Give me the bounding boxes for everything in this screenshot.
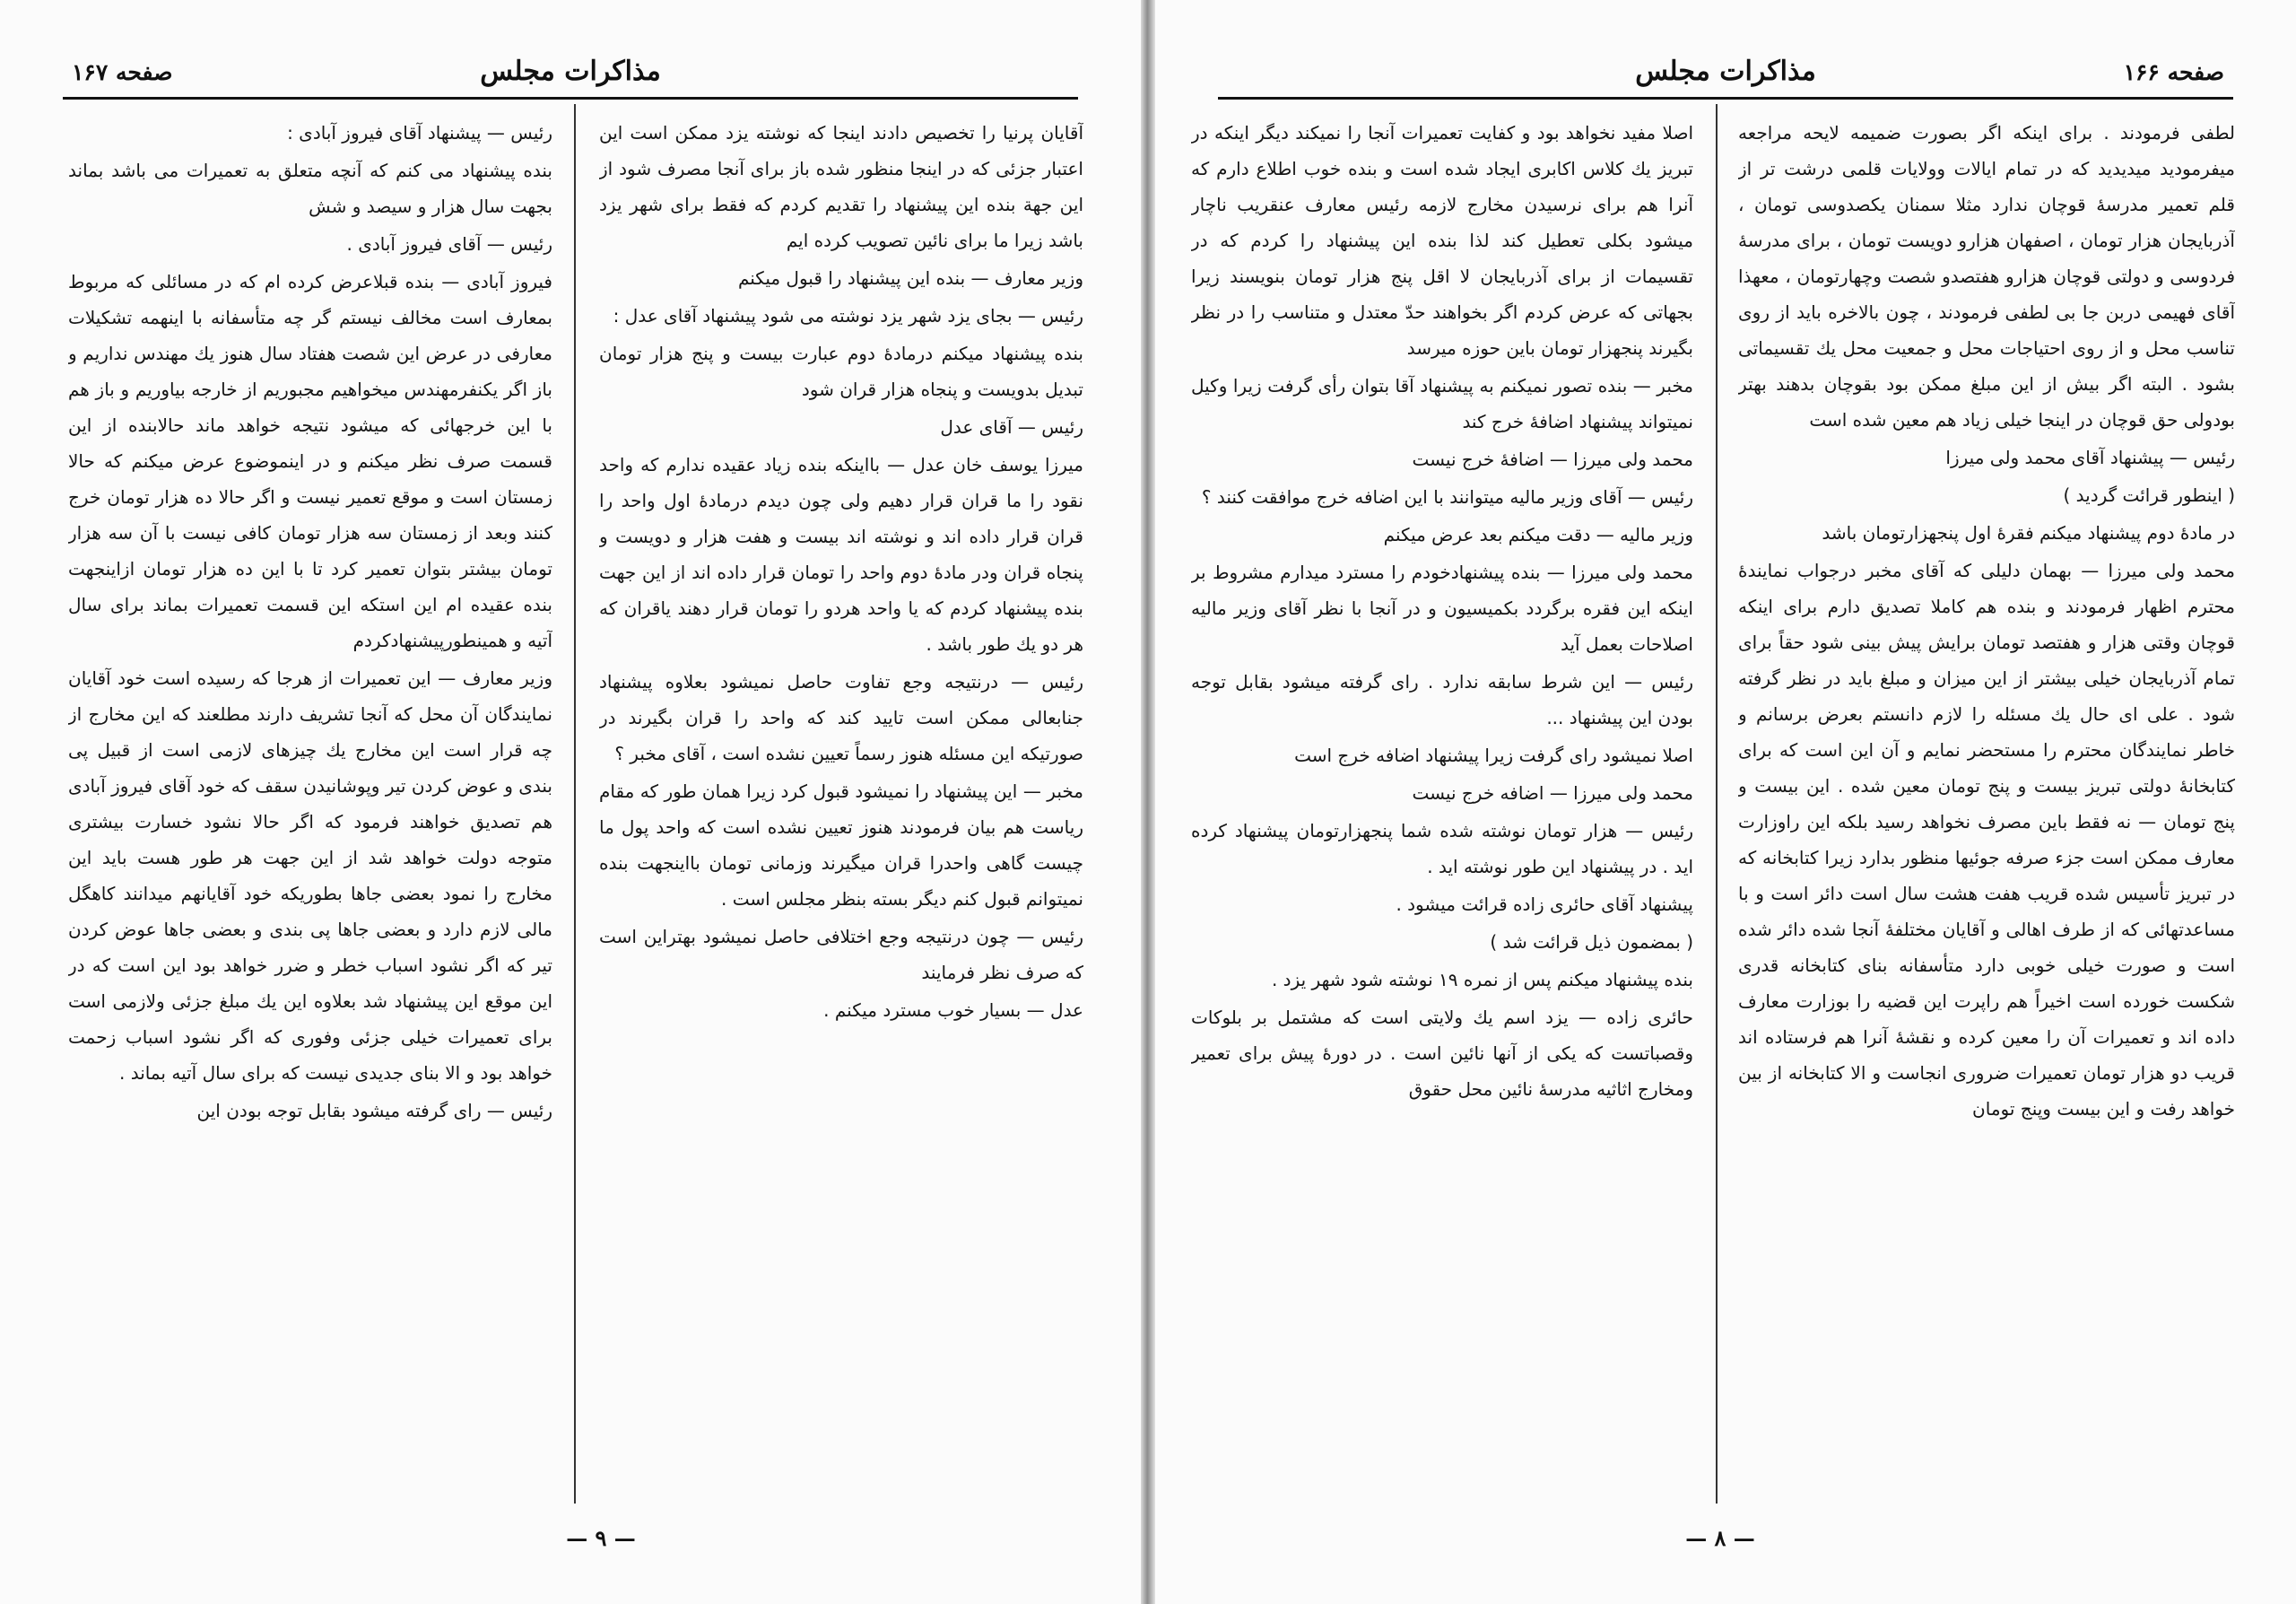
page-header: [1218, 56, 2233, 95]
running-title: مذاکرات مجلس: [480, 56, 661, 87]
page-number: صفحه ۱۶۷: [72, 59, 173, 85]
book-gutter: [1141, 0, 1155, 1604]
paragraph: محمد ولی میرزا — اضافهٔ خرج نیست: [1412, 449, 1693, 470]
paragraph: حائری زاده — یزد اسم یك ولایتی است که مشتمل بر بلوکات وقصباتست که یکی از آنها نائین است . در دورهٔ پیش برای تعمیر ومخارج اثاثیه مدرسهٔ نائین محل حقوق: [1191, 1007, 1693, 1100]
paragraph: لطفی فرمودند . برای اینکه اگر بصورت ضمیمه لایحه مراجعه میفرمودید میدیدید که در تمام ایالات وولایات قلمی درشت تر از قلم تعمیر مدرسهٔ قوچان ندارد مثلا سمنان یکصدوسی تومان ، آذربایجان هزار تومان ، اصفهان هزارو دویست تومان ، برای مدرسهٔ فردوسی و دولتی قوچان هزارو هفتصدو شصت وچهارتومان ، معهذا آقای فهیمی دربن جا بی لطفی فرمودند ، چون بالاخره باید از روی تناسب محل و از روی احتیاجات محل و جمعیت محل یك تقسیماتی بشود . البته اگر بیش از این مبلغ ممکن بود بقوچان بدهند بهتر بودولی حق قوچان در اینجا خیلی زیاد هم معین شده است: [1738, 122, 2235, 431]
paragraph: در مادهٔ دوم پیشنهاد میکنم فقرهٔ اول پنجهزارتومان باشد: [1822, 522, 2235, 544]
paragraph: رئیس — بجای یزد شهر یزد نوشته می شود پیشنهاد آقای عدل :: [613, 305, 1083, 327]
paragraph: رئیس — این شرط سابقه ندارد . رای گرفته میشود بقابل توجه بودن این پیشنهاد ...: [1191, 671, 1693, 728]
paragraph: مخبر — بنده تصور نمیکنم به پیشنهاد آقا بتوان رأی گرفت زیرا وکیل نمیتواند پیشنهاد اضافهٔ خرج کند: [1191, 375, 1693, 432]
running-title: مذاکرات مجلس: [1635, 56, 1816, 87]
paragraph: محمد ولی میرزا — اضافه خرج نیست: [1412, 782, 1693, 804]
paragraph: رئیس — آقای عدل: [940, 416, 1083, 438]
paragraph: میرزا یوسف خان عدل — بااینکه بنده زیاد عقیده ندارم که واحد نقود را ما قران قرار دهیم ولی چون دیدم درمادهٔ اول واحد را قران قرار داده اند و نوشته اند بیست و هفت هزار و دویست و پنجاه قران ودر مادهٔ دوم واحد را تومان قرار داده اند از این جهت بنده پیشنهاد کردم که یا واحد هردو را تومان قرار دهند یاقران که هر دو یك طور باشد .: [599, 454, 1083, 655]
paragraph: رئیس — آقای وزیر مالیه میتوانند با این اضافه خرج موافقت کنند ؟: [1201, 486, 1693, 508]
paragraph: بنده پیشنهاد می کنم که آنچه متعلق به تعمیرات می باشد بماند بجهت سال هزار و سیصد و شش: [68, 160, 552, 217]
paragraph: رئیس — آقای فیروز آبادی .: [346, 233, 552, 255]
text-column-right: [599, 115, 1083, 1514]
paragraph: اصلا مفید نخواهد بود و کفایت تعمیرات آنجا را نمیکند دیگر اینکه در تبریز یك کلاس اکابری ایجاد شده است و بنده خوب اطلاع دارم که آنرا هم برای نرسیدن مخارج لازمه رئیس معارف عنقریب ناچار میشود بکلی تعطیل کند لذا بنده این پیشنهاد را کردم که در تقسیمات از برای آذربایجان لا اقل پنج هزار تومان بنویسند زیرا بجهاتی که عرض کردم اگر بخواهند حدّ معتدل و متناسب را در نظر بگیرند پنجهزار تومان باین حوزه میرسد: [1191, 122, 1693, 359]
paragraph: مخبر — این پیشنهاد را نمیشود قبول کرد زیرا همان طور که مقام ریاست هم بیان فرمودند هنوز تعیین نشده است که واحد پول ما چیست گاهی واحدرا قران میگیرند وزمانی تومان بااینجهت بنده نمیتوانم قبول کنم دیگر بسته بنظر مجلس است .: [599, 780, 1083, 910]
paragraph: محمد ولی میرزا — بنده پیشنهادخودم را مسترد میدارم مشروط بر اینکه این فقره برگردد بکمیسیون و در آنجا با نظر آقای وزیر مالیه اصلاحات بعمل آید: [1191, 562, 1693, 655]
paragraph: بنده پیشنهاد میکنم پس از نمره ۱۹ نوشته شود شهر یزد .: [1271, 969, 1693, 990]
paragraph: رئیس — پیشنهاد آقای محمد ولی میرزا: [1945, 447, 2235, 468]
column-divider: [1716, 104, 1718, 1504]
paragraph: آقایان پرنیا را تخصیص دادند اینجا که نوشته یزد ممکن است این اعتبار جزئی که در اینجا منظور شده باز برای آنجا مصرف شود از این جهة بنده این پیشنهاد را تقدیم کردم که فقط برای شهر یزد باشد زیرا ما برای نائین تصویب کرده ایم: [599, 122, 1083, 251]
paragraph: رئیس — پیشنهاد آقای فیروز آبادی :: [287, 122, 552, 144]
paragraph: محمد ولی میرزا — بهمان دلیلی که آقای مخبر درجواب نمایندهٔ محترم اظهار فرمودند و بنده هم کاملا تصدیق دارم برای اینکه قوچان وقتی هزار و هفتصد تومان برایش پیش بینی شود حقاً برای تمام آذربایجان خیلی بیشتر از این میزان و مبلغ باید در نظر گرفته شود . علی ای حال یك مسئله را لازم دانستم بعرض برسانم و خاطر نمایندگان محترم را مستحضر نمایم و آن این است که برای کتابخانهٔ دولتی تبریز بیست و پنج تومان معین شده . این بیست و پنج تومان — نه فقط باین مصرف نخواهد رسید بلکه این راوزارت معارف ممکن است جزء صرفه جوئیها منظور بدارد زیرا کتابخانه که در تبریز تأسیس شده قریب هفت هشت سال است دائر است و با مساعدتهائی که از طرف اهالی و آقایان مختلفهٔ آنجا شده دائر شده است و صورت خیلی خوبی دارد متأسفانه بنای کتابخانه قدری شکست خورده است اخیراً هم راپرت این قضیه را بوزارت معارف داده اند و تعمیرات آن را معین کرده و نقشهٔ آنرا هم فرستاده اند قریب دو هزار تومان تعمیرات ضروری انجاست و الا کتابخانه از بین خواهد رفت و این بیست وپنج تومان: [1738, 560, 2235, 1120]
header-rule: [63, 97, 1078, 100]
column-divider: [574, 104, 576, 1504]
page-footer-number: — ۹ —: [566, 1525, 636, 1551]
right-page: [1155, 0, 2296, 1604]
paragraph: رئیس — رای گرفته میشود بقابل توجه بودن این: [196, 1100, 552, 1121]
paragraph: عدل — بسیار خوب مسترد میکنم .: [823, 999, 1083, 1021]
paragraph: فیروز آبادی — بنده قبلاعرض کرده ام که در مسائلی که مربوط بمعارف است مخالف نیستم گر چه متأسفانه با اینهمه تشکیلات معارفی در عرض این شصت هفتاد سال هنوز یك مهندس نداریم و باز اگر یکنفرمهندس میخواهیم مجبوریم از خارجه بیاوریم و باز هم با این خرجهائی که میشود نتیجه خواهد ماند حالابنده از این قسمت صرف نظر میکنم و در اینموضوع عرض میکنم که حالا زمستان است و موقع تعمیر نیست و اگر حالا ده هزار تومان خرج کنند وبعد از زمستان سه هزار تومان کافی نیست با آن سه هزار تومان بیشتر بتوان تعمیر کرد تا با این ده هزار تومان ازاینجهت بنده عقیده ام این استکه این قسمت تعمیرات بماند برای سال آتیه و همینطورپیشنهادکردم: [68, 271, 552, 651]
header-rule: [1218, 97, 2233, 100]
paragraph: رئیس — هزار تومان نوشته شده شما پنجهزارتومان پیشنهاد کرده اید . در پیشنهاد این طور نوشته اید .: [1191, 820, 1693, 877]
paragraph: ( بمضمون ذیل قرائت شد ): [1490, 931, 1693, 953]
text-column-right: [1738, 115, 2235, 1514]
page-header: [63, 56, 1078, 95]
paragraph: رئیس — چون درنتیجه وجع اختلافی حاصل نمیشود بهتراین است که صرف نظر فرمایند: [599, 926, 1083, 983]
paragraph: وزیر معارف — این تعمیرات از هرجا که رسیده است خود آقایان نمایندگان آن محل که آنجا تشریف دارند مطلعند که این مخارج از چه قرار است این مخارج یك چیزهای لازمی است از قبیل پی بندی و عوض کردن تیر وپوشانیدن سقف که خود آقای فیروز آبادی هم تصدیق خواهند فرمود که اگر حالا نشود خسارت بیشتری متوجه دولت خواهد شد از این جهت هر طور هست باید این مخارج را نمود بعضی جاها بطوریکه خود آقایانهم میدانند کاهگل مالی لازم دارد و بعضی جاها پی بندی و بعضی جاها عوض کردن تیر که اگر نشود اسباب خطر و ضرر خواهد بود این است که در این موقع این پیشنهاد شد بعلاوه این یك مبلغ جزئی ولازمی است برای تعمیرات خیلی جزئی وفوری که اگر نشود اسباب زحمت خواهد بود و الا بنای جدیدی نیست که برای سال آتیه بماند .: [68, 667, 552, 1084]
paragraph: وزیر معارف — بنده این پیشنهاد را قبول میکنم: [737, 267, 1083, 289]
paragraph: پیشنهاد آقای حائری زاده قرائت میشود .: [1396, 894, 1693, 915]
left-page: [0, 0, 1141, 1604]
page-footer-number: — ۸ —: [1685, 1525, 1755, 1551]
paragraph: ( اینطور قرائت گردید ): [2063, 484, 2235, 506]
paragraph: بنده پیشنهاد میکنم درمادهٔ دوم عبارت بیست و پنج هزار تومان تبدیل بدویست و پنجاه هزار قران شود: [599, 343, 1083, 400]
text-column-left: [68, 115, 552, 1514]
paragraph: رئیس — درنتیجه وجع تفاوت حاصل نمیشود بعلاوه پیشنهاد جنابعالی ممکن است تایید کند که واحد را قران بگیرند در صورتیکه این مسئله هنوز رسماً تعیین نشده است ، آقای مخبر ؟: [599, 671, 1083, 764]
text-column-left: [1191, 115, 1693, 1514]
page-number: صفحه ۱۶۶: [2123, 59, 2224, 85]
paragraph: اصلا نمیشود رای گرفت زیرا پیشنهاد اضافه خرج است: [1294, 745, 1693, 766]
paragraph: وزیر مالیه — دقت میکنم بعد عرض میکنم: [1383, 524, 1693, 545]
